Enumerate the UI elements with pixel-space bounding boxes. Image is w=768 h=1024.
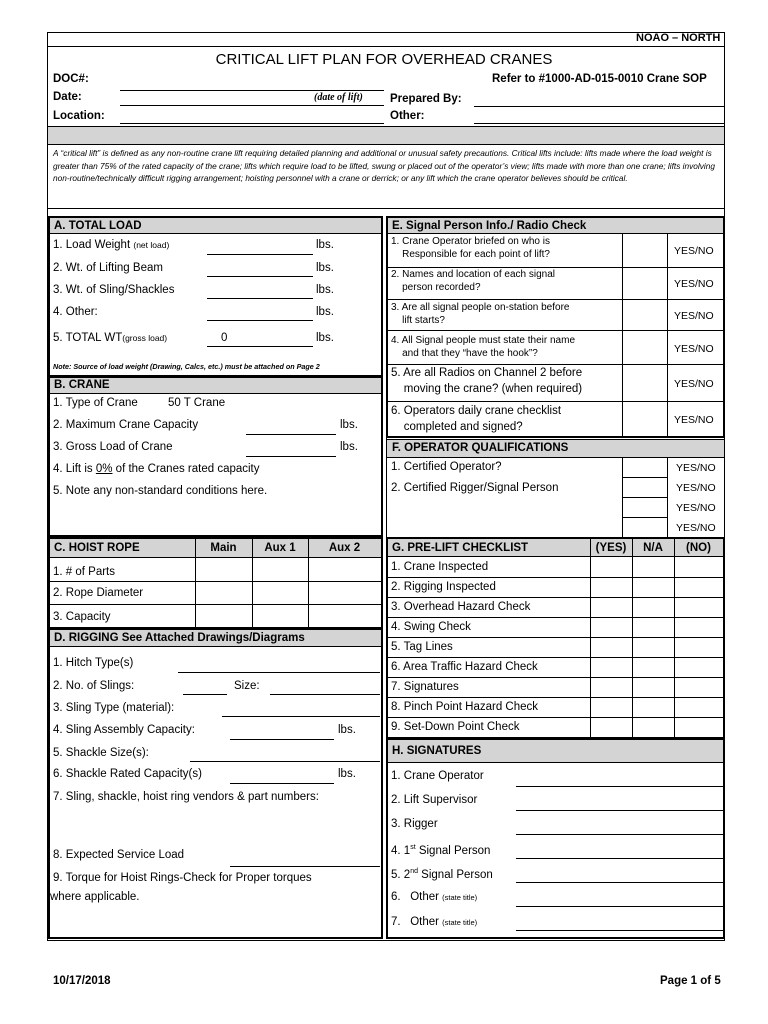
service-load-field[interactable]: [230, 866, 380, 867]
sig-lift-supervisor-field[interactable]: [516, 810, 723, 811]
size-label: Size:: [234, 680, 260, 692]
gross-load-field[interactable]: [246, 456, 336, 457]
f-yesno-3[interactable]: YES/NO: [676, 502, 716, 514]
f-yesno-2[interactable]: YES/NO: [676, 482, 716, 494]
hitch-type-label: 1. Hitch Type(s): [53, 657, 134, 669]
org-label: NOAO – NORTH: [636, 32, 721, 44]
certified-rigger-label: 2. Certified Rigger/Signal Person: [391, 482, 559, 494]
checklist-no-cell[interactable]: [674, 637, 723, 657]
checklist-yes-cell[interactable]: [590, 577, 632, 597]
col-na: N/A: [643, 542, 663, 554]
checklist-no-cell[interactable]: [674, 557, 723, 577]
checklist-na-cell[interactable]: [632, 597, 674, 617]
checklist-item: 7. Signatures: [391, 681, 459, 693]
e-yesno-6[interactable]: YES/NO: [674, 414, 714, 426]
date-field[interactable]: [120, 105, 384, 106]
footer-page: Page 1 of 5: [660, 975, 721, 987]
checklist-yes-cell[interactable]: [590, 597, 632, 617]
lbs-unit: lbs.: [340, 419, 358, 431]
sling-type-field[interactable]: [222, 716, 380, 717]
shackle-size-field[interactable]: [190, 761, 380, 762]
e-item-4: 4. All Signal people must state their name and that they “have the hook”?: [391, 335, 576, 359]
sig-crane-operator-field[interactable]: [516, 786, 723, 787]
checklist-yes-cell[interactable]: [590, 657, 632, 677]
checklist-na-cell[interactable]: [632, 717, 674, 737]
e-item-3: 3. Are all signal people on-station before lift starts?: [391, 302, 570, 326]
no-slings-field[interactable]: [183, 694, 227, 695]
col-aux1: Aux 1: [264, 542, 296, 554]
sling-type-label: 3. Sling Type (material):: [53, 702, 175, 714]
sig-other-2: 7. Other (state title): [391, 916, 478, 928]
shackle-capacity-label: 6. Shackle Rated Capacity(s): [53, 768, 202, 780]
lbs-unit: lbs.: [340, 441, 358, 453]
checklist-na-cell[interactable]: [632, 657, 674, 677]
lbs-unit: lbs.: [316, 306, 334, 318]
e-yesno-4[interactable]: YES/NO: [674, 343, 714, 355]
certified-operator-label: 1. Certified Operator?: [391, 461, 502, 473]
footer-date: 10/17/2018: [53, 975, 111, 987]
col-main: Main: [210, 542, 237, 554]
assembly-capacity-label: 4. Sling Assembly Capacity:: [53, 724, 195, 736]
checklist-na-cell[interactable]: [632, 637, 674, 657]
gross-load-label: 3. Gross Load of Crane: [53, 441, 173, 453]
checklist-no-cell[interactable]: [674, 597, 723, 617]
prepared-by-field[interactable]: [474, 106, 725, 107]
other-weight-label: 4. Other:: [53, 306, 98, 318]
checklist-yes-cell[interactable]: [590, 697, 632, 717]
section-a-title: A. TOTAL LOAD: [54, 220, 142, 232]
shackle-size-label: 5. Shackle Size(s):: [53, 747, 149, 759]
lbs-unit: lbs.: [316, 332, 334, 344]
checklist-no-cell[interactable]: [674, 717, 723, 737]
checklist-item: 5. Tag Lines: [391, 641, 453, 653]
checklist-no-cell[interactable]: [674, 577, 723, 597]
col-aux2: Aux 2: [328, 542, 361, 554]
checklist-yes-cell[interactable]: [590, 617, 632, 637]
no-slings-label: 2. No. of Slings:: [53, 680, 135, 692]
torque-label: 9. Torque for Hoist Rings-Check for Proper torques: [53, 872, 312, 884]
other-label: Other:: [390, 110, 425, 122]
checklist-na-cell[interactable]: [632, 677, 674, 697]
load-weight-field[interactable]: [207, 254, 313, 255]
sig-crane-operator: 1. Crane Operator: [391, 770, 484, 782]
checklist-yes-cell[interactable]: [590, 717, 632, 737]
assembly-capacity-field[interactable]: [230, 739, 334, 740]
section-g-title: G. PRE-LIFT CHECKLIST: [392, 542, 529, 554]
checklist-no-cell[interactable]: [674, 657, 723, 677]
beam-weight-label: 2. Wt. of Lifting Beam: [53, 262, 163, 274]
checklist-item: 3. Overhead Hazard Check: [391, 601, 531, 613]
lbs-unit: lbs.: [338, 724, 356, 736]
section-e-title: E. Signal Person Info./ Radio Check: [392, 220, 587, 232]
e-item-1: 1. Crane Operator briefed on who is Responsible for each point of lift?: [391, 236, 550, 260]
size-field[interactable]: [270, 694, 380, 695]
sig-second-signal: 5. 2nd Signal Person: [391, 868, 493, 881]
checklist-item: 9. Set-Down Point Check: [391, 721, 520, 733]
prepared-by-label: Prepared By:: [390, 93, 462, 105]
torque-label-cont: where applicable.: [50, 891, 140, 903]
shackle-capacity-field[interactable]: [230, 783, 334, 784]
checklist-item: 4. Swing Check: [391, 621, 471, 633]
checklist-no-cell[interactable]: [674, 697, 723, 717]
total-weight-label: 5. TOTAL WT(gross load): [53, 332, 168, 344]
e-item-2: 2. Names and location of each signal person recorded?: [391, 269, 555, 293]
doc-label: DOC#:: [53, 73, 89, 85]
sig-rigger-field[interactable]: [516, 834, 723, 835]
col-no: (NO): [686, 542, 711, 554]
sig-other-2-field[interactable]: [516, 930, 723, 931]
checklist-na-cell[interactable]: [632, 697, 674, 717]
lbs-unit: lbs.: [316, 284, 334, 296]
section-c-title: C. HOIST ROPE: [54, 542, 140, 554]
sig-second-signal-field[interactable]: [516, 882, 723, 883]
max-capacity-field[interactable]: [246, 434, 336, 435]
e-yesno-5[interactable]: YES/NO: [674, 378, 714, 390]
e-item-5: 5. Are all Radios on Channel 2 before moving the crane? (when required): [391, 367, 583, 395]
location-field[interactable]: [120, 123, 384, 124]
checklist-item: 2. Rigging Inspected: [391, 581, 496, 593]
sig-lift-supervisor: 2. Lift Supervisor: [391, 794, 478, 806]
lift-percent-label: 4. Lift is 0% of the Cranes rated capacity: [53, 463, 260, 475]
max-capacity-label: 2. Maximum Crane Capacity: [53, 419, 199, 431]
e-yesno-2[interactable]: YES/NO: [674, 278, 714, 290]
lift-percent-value[interactable]: 0%: [95, 463, 113, 475]
checklist-item: 8. Pinch Point Hazard Check: [391, 701, 539, 713]
e-yesno-1[interactable]: YES/NO: [674, 245, 714, 257]
sling-weight-field[interactable]: [207, 298, 313, 299]
crane-type-value[interactable]: 50 T Crane: [168, 397, 226, 409]
e-item-6: 6. Operators daily crane checklist completed and signed?: [391, 405, 562, 433]
lbs-unit: lbs.: [316, 239, 334, 251]
f-yesno-1[interactable]: YES/NO: [676, 462, 716, 474]
checklist-na-cell[interactable]: [632, 617, 674, 637]
checklist-yes-cell[interactable]: [590, 557, 632, 577]
date-label: Date:: [53, 91, 82, 103]
rope-diameter-label: 2. Rope Diameter: [53, 587, 144, 599]
sling-weight-label: 3. Wt. of Sling/Shackles: [53, 284, 175, 296]
checklist-yes-cell[interactable]: [590, 677, 632, 697]
hitch-type-field[interactable]: [178, 672, 380, 673]
non-standard-note: 5. Note any non-standard conditions here.: [53, 485, 268, 497]
section-h-title: H. SIGNATURES: [392, 745, 482, 757]
checklist-item: 1. Crane Inspected: [391, 561, 489, 573]
checklist-no-cell[interactable]: [674, 677, 723, 697]
f-yesno-4[interactable]: YES/NO: [676, 522, 716, 534]
sig-other-1: 6. Other (state title): [391, 891, 478, 903]
e-yesno-3[interactable]: YES/NO: [674, 310, 714, 322]
sig-other-1-field[interactable]: [516, 906, 723, 907]
sig-first-signal: 4. 1st Signal Person: [391, 844, 491, 857]
checklist-no-cell[interactable]: [674, 617, 723, 637]
sig-rigger: 3. Rigger: [391, 818, 438, 830]
checklist-na-cell[interactable]: [632, 577, 674, 597]
checklist-yes-cell[interactable]: [590, 637, 632, 657]
beam-weight-field[interactable]: [207, 276, 313, 277]
capacity-label: 3. Capacity: [53, 611, 111, 623]
section-d-title: D. RIGGING See Attached Drawings/Diagrams: [54, 632, 305, 644]
checklist-na-cell[interactable]: [632, 557, 674, 577]
critical-lift-definition: A “critical lift” is defined as any non-routine crane lift requiring detailed planning and additional or unusual safety precautions. Critical lifts include: lifts made where the load weight is greater than 75% of the rated capacity of the crane; lifts which require load to be lifted, swung or placed out of the operator’s view; lifts made with more than one crane; lifts involving non-routine/technically difficult rigging arrangement; hoisting personnel with a crane or derrick; or any lift which the crane operator believes should be critical.: [53, 148, 715, 183]
other-field[interactable]: [474, 123, 725, 124]
refer-label: Refer to #1000-AD-015-0010 Crane SOP: [492, 73, 707, 85]
load-source-note: Note: Source of load weight (Drawing, Calcs, etc.) must be attached on Page 2: [53, 362, 320, 371]
load-weight-label: 1. Load Weight (net load): [53, 239, 170, 251]
lbs-unit: lbs.: [316, 262, 334, 274]
checklist-item: 6. Area Traffic Hazard Check: [391, 661, 538, 673]
date-of-lift-hint: (date of lift): [314, 92, 363, 103]
sig-first-signal-field[interactable]: [516, 858, 723, 859]
page-title: CRITICAL LIFT PLAN FOR OVERHEAD CRANES: [215, 51, 553, 68]
section-b-title: B. CRANE: [54, 379, 110, 391]
section-f-title: F. OPERATOR QUALIFICATIONS: [392, 442, 569, 454]
parts-label: 1. # of Parts: [53, 566, 116, 578]
vendors-label: 7. Sling, shackle, hoist ring vendors & part numbers:: [53, 791, 319, 803]
service-load-label: 8. Expected Service Load: [53, 849, 185, 861]
other-weight-field[interactable]: [207, 320, 313, 321]
lbs-unit: lbs.: [338, 768, 356, 780]
total-weight-value[interactable]: 0: [221, 332, 228, 344]
crane-type-label: 1. Type of Crane: [53, 397, 138, 409]
col-yes: (YES): [595, 542, 627, 554]
location-label: Location:: [53, 110, 105, 122]
